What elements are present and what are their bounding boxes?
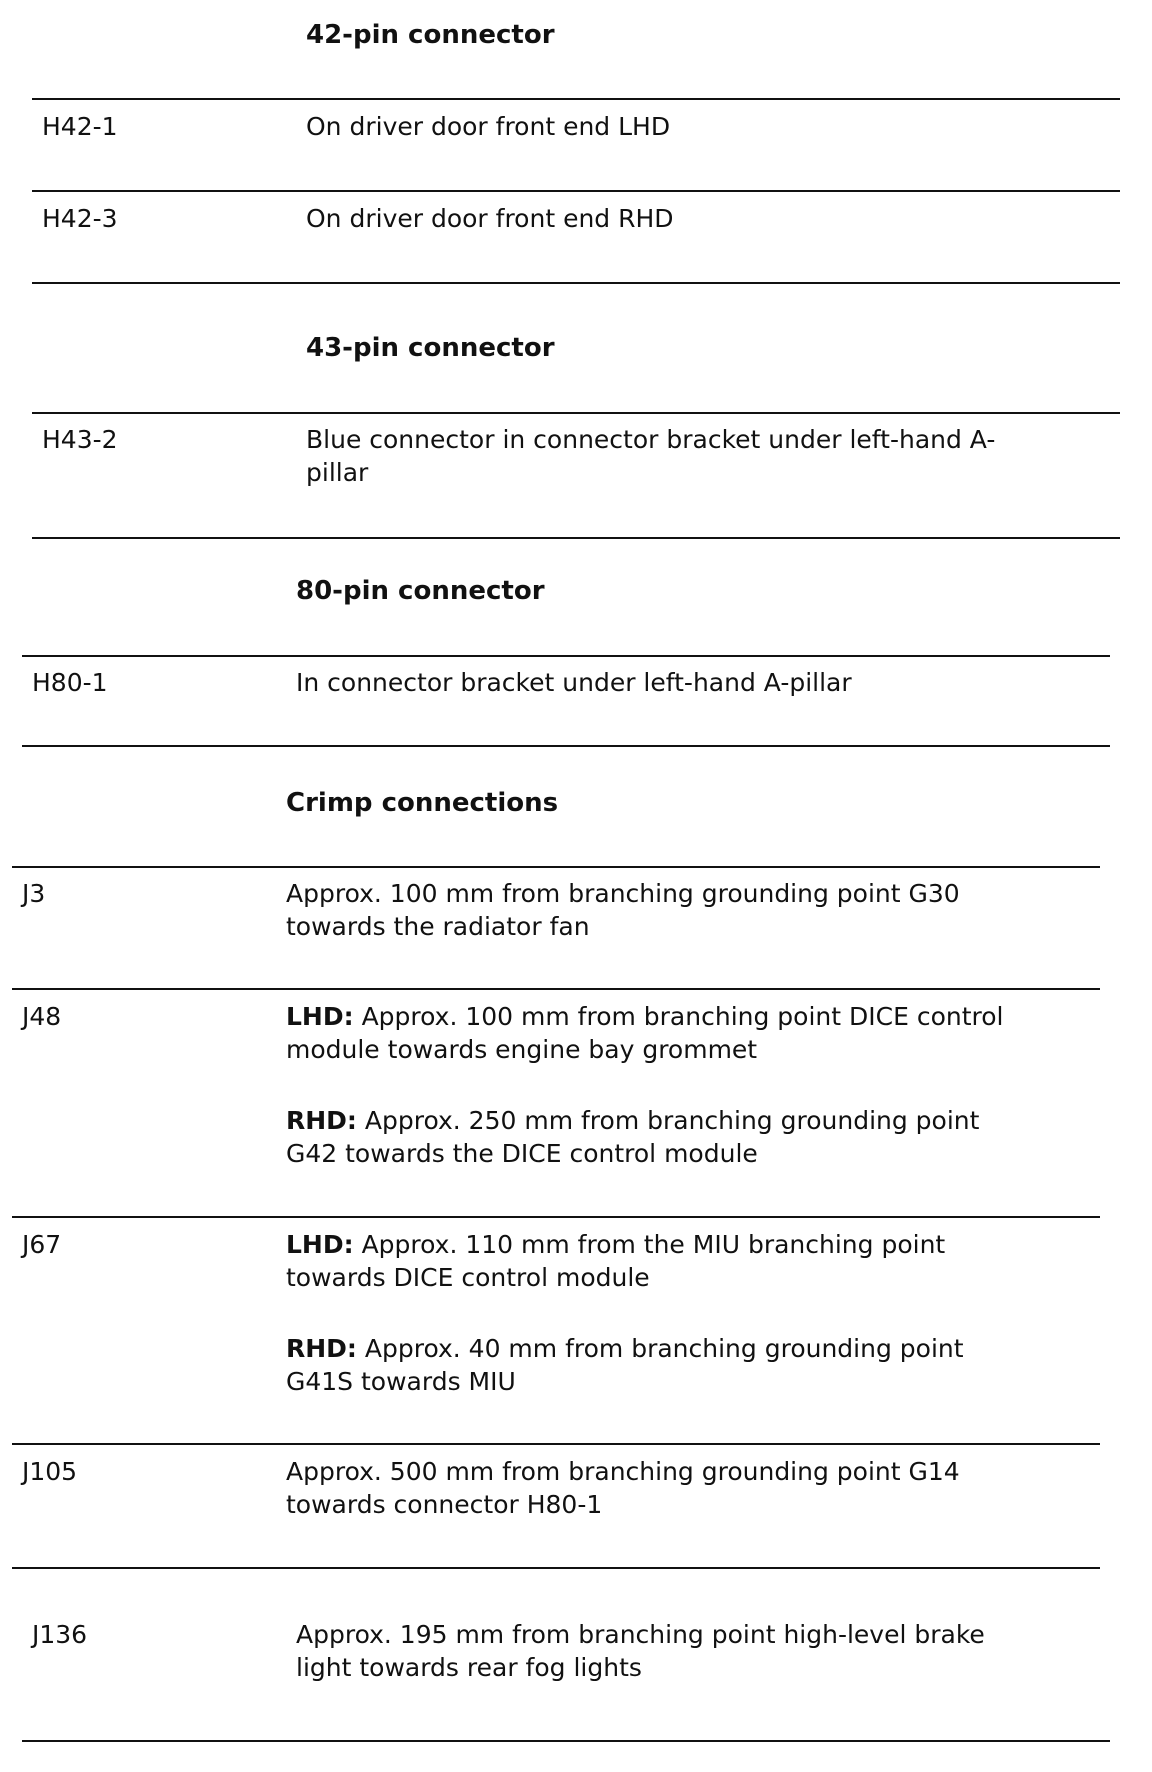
crimp-lhd-line1: LHD: Approx. 110 mm from the MIU branching point — [286, 1230, 946, 1259]
divider — [22, 1740, 1110, 1742]
rhd-label: RHD: — [286, 1106, 357, 1135]
divider — [12, 1443, 1100, 1445]
crimp-lhd-line2: module towards engine bay grommet — [286, 1035, 758, 1064]
crimp-id: J105 — [22, 1457, 78, 1486]
crimp-location-line2: towards connector H80-1 — [286, 1490, 603, 1519]
divider — [32, 537, 1120, 539]
heading-43-pin-connector: 43-pin connector — [306, 333, 555, 363]
connector-id: H42-1 — [42, 112, 118, 141]
lhd-label: LHD: — [286, 1230, 354, 1259]
crimp-lhd-line2: towards DICE control module — [286, 1263, 650, 1292]
crimp-rhd-line2: G41S towards MIU — [286, 1367, 516, 1396]
heading-crimp-connections: Crimp connections — [286, 788, 559, 818]
divider — [32, 412, 1120, 414]
rhd-label: RHD: — [286, 1334, 357, 1363]
connector-id: H80-1 — [32, 668, 108, 697]
crimp-id: J136 — [32, 1620, 88, 1649]
crimp-location-line2: towards the radiator fan — [286, 912, 590, 941]
crimp-location-line1: Approx. 500 mm from branching grounding point G14 — [286, 1457, 960, 1486]
connector-id: H42-3 — [42, 204, 118, 233]
crimp-id: J67 — [22, 1230, 62, 1259]
crimp-rhd-line1: RHD: Approx. 40 mm from branching grounding point — [286, 1334, 964, 1363]
divider — [22, 745, 1110, 747]
crimp-location-line2: light towards rear fog lights — [296, 1653, 642, 1682]
connector-id: H43-2 — [42, 425, 118, 454]
crimp-rhd-line1: RHD: Approx. 250 mm from branching grounding point — [286, 1106, 980, 1135]
crimp-rhd-line2: G42 towards the DICE control module — [286, 1139, 758, 1168]
heading-42-pin-connector: 42-pin connector — [306, 20, 555, 50]
divider — [22, 655, 1110, 657]
connector-location-line1: Blue connector in connector bracket under left-hand A- — [306, 425, 996, 454]
divider — [32, 282, 1120, 284]
lhd-label: LHD: — [286, 1002, 354, 1031]
divider — [12, 1567, 1100, 1569]
divider — [12, 988, 1100, 990]
crimp-lhd-line1: LHD: Approx. 100 mm from branching point DICE control — [286, 1002, 1004, 1031]
divider — [32, 98, 1120, 100]
crimp-id: J3 — [22, 879, 46, 908]
connector-location: On driver door front end LHD — [306, 112, 671, 141]
divider — [32, 190, 1120, 192]
crimp-location-line1: Approx. 100 mm from branching grounding point G30 — [286, 879, 960, 908]
connector-location: In connector bracket under left-hand A-pillar — [296, 668, 852, 697]
divider — [12, 1216, 1100, 1218]
divider — [12, 866, 1100, 868]
heading-80-pin-connector: 80-pin connector — [296, 576, 545, 606]
connector-location-line2: pillar — [306, 458, 369, 487]
connector-location: On driver door front end RHD — [306, 204, 674, 233]
crimp-id: J48 — [22, 1002, 62, 1031]
crimp-location-line1: Approx. 195 mm from branching point high-level brake — [296, 1620, 985, 1649]
